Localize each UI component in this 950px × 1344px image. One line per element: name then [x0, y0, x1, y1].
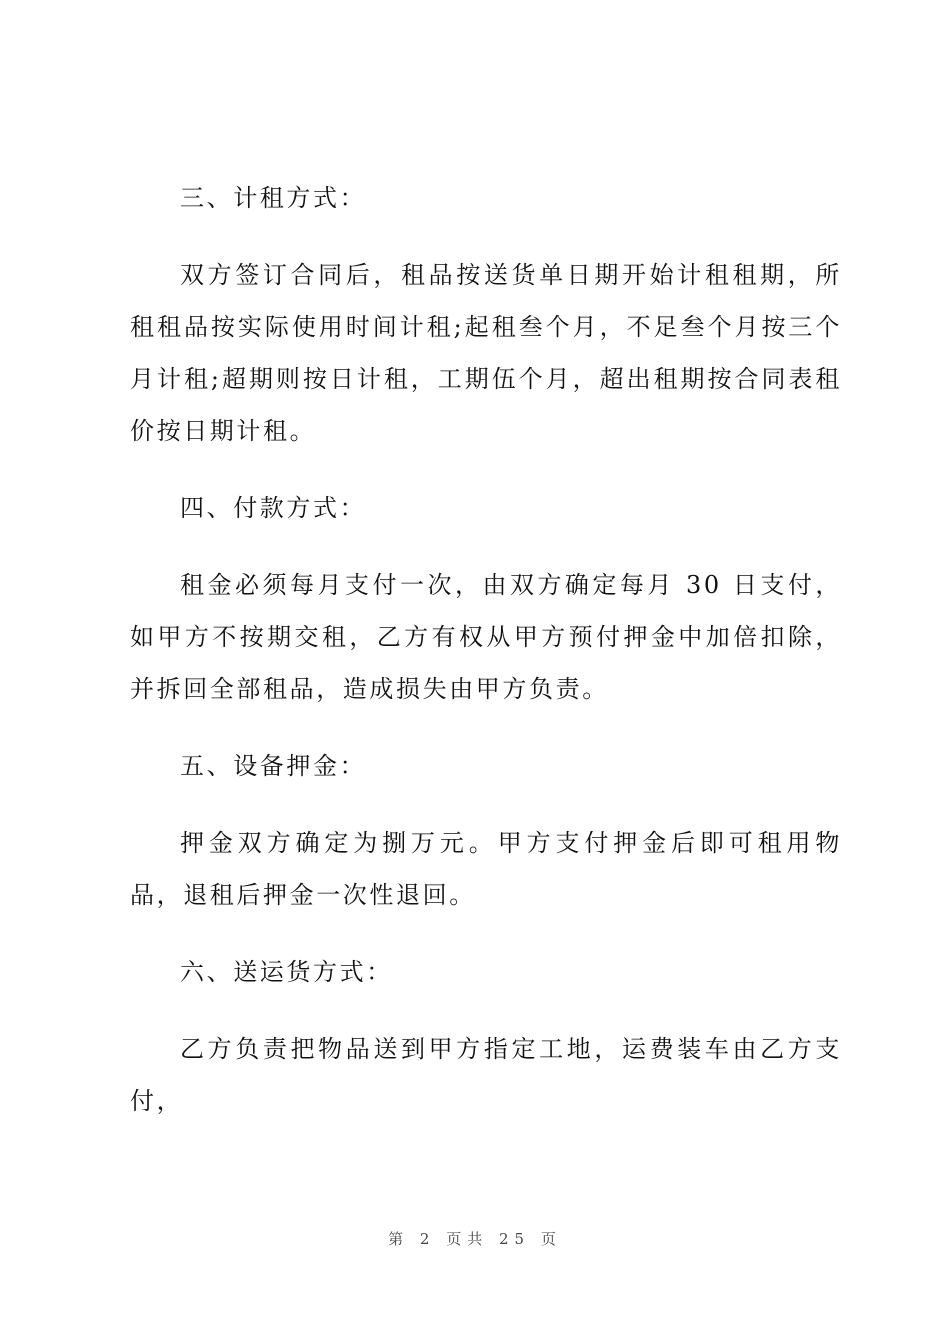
section-body-payment-method: 租金必须每月支付一次，由双方确定每月 30 日支付，如甲方不按期交租，乙方有权从甲方预付押金中加倍扣除，并拆回全部租品，造成损失由甲方负责。 — [130, 571, 842, 703]
section-heading-payment-method: 四、付款方式： — [180, 494, 367, 522]
section-heading-delivery: 六、送运货方式： — [180, 958, 393, 986]
document-body — [130, 172, 842, 1152]
page-number-footer: 第 2 页共 25 页 — [388, 1230, 562, 1248]
section-heading-deposit: 五、设备押金： — [180, 752, 367, 780]
section-body-rent-method: 双方签订合同后，租品按送货单日期开始计租租期，所租租品按实际使用时间计租;起租叁个月，不足叁个月按三个月计租;超期则按日计租，工期伍个月，超出租期按合同表租价按日期计租。 — [130, 261, 842, 445]
section-heading-rent-method: 三、计租方式： — [180, 184, 367, 212]
section-body-deposit: 押金双方确定为捌万元。甲方支付押金后即可租用物品，退租后押金一次性退回。 — [130, 829, 842, 909]
section-body-delivery: 乙方负责把物品送到甲方指定工地，运费装车由乙方支付， — [130, 1035, 842, 1115]
